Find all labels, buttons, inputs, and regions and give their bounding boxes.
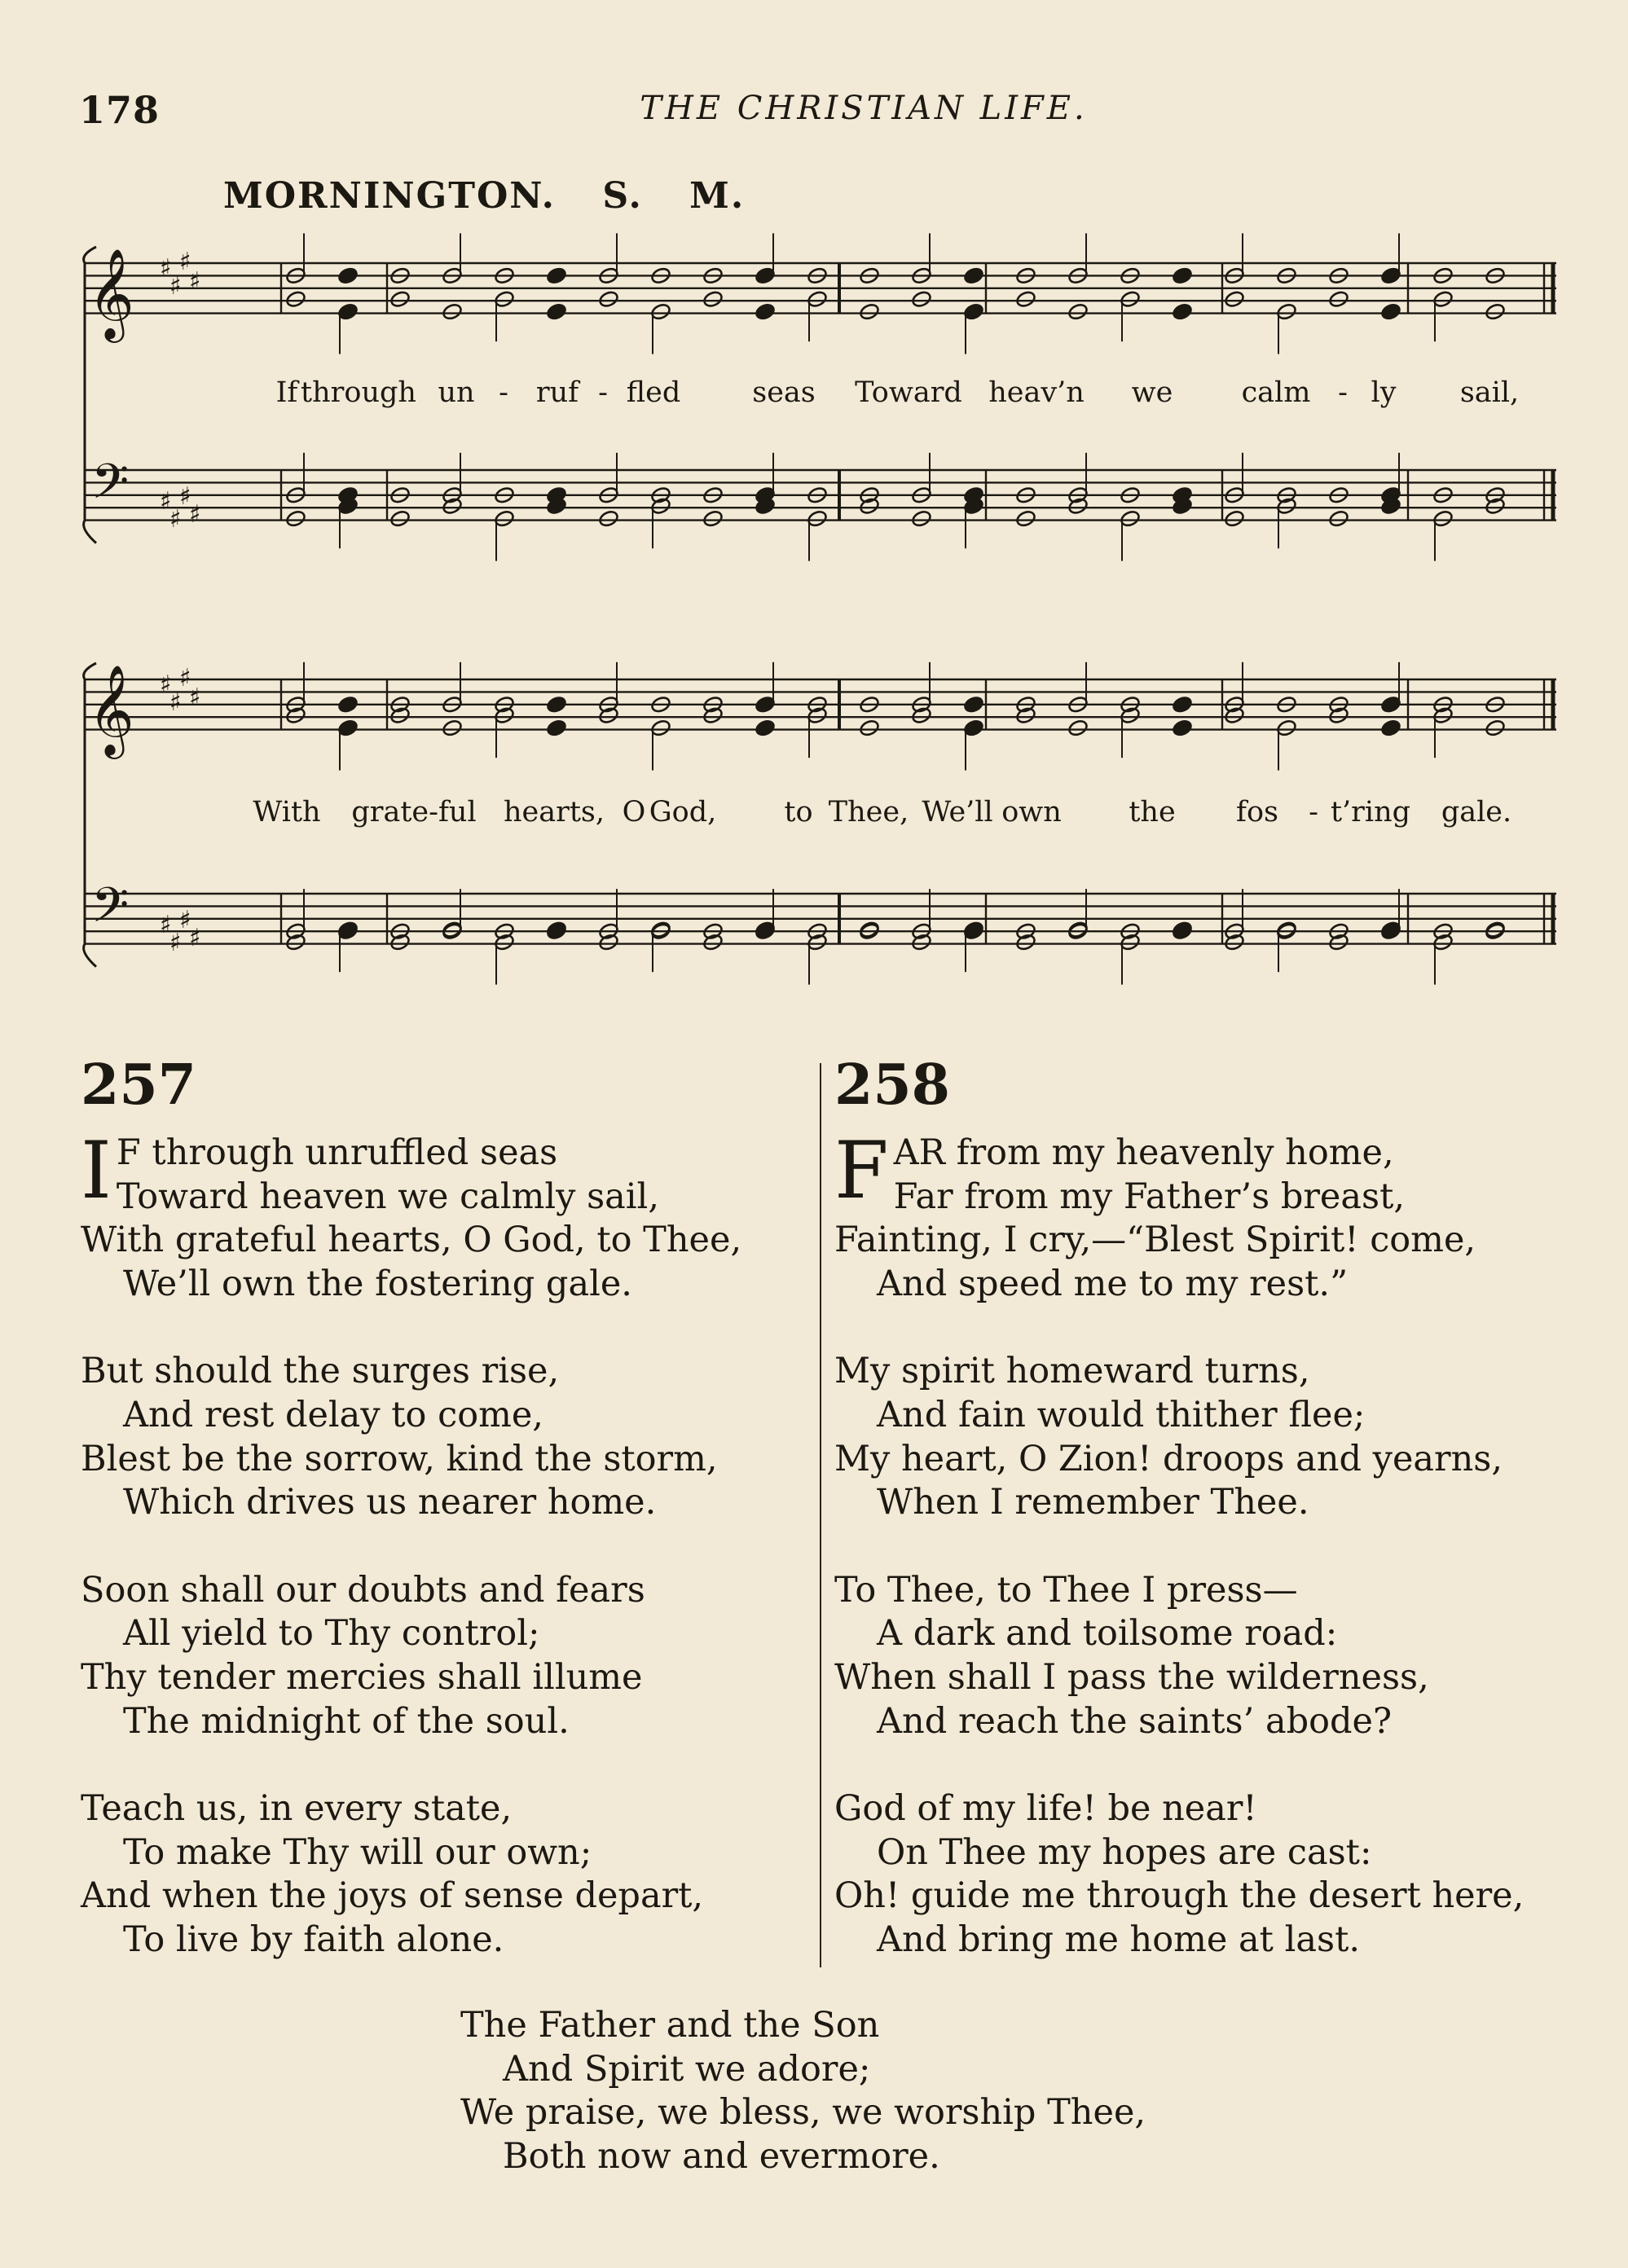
note-head — [598, 509, 619, 528]
note-head — [546, 719, 567, 737]
verse-line: A dark and toilsome road: — [877, 1613, 1338, 1655]
note-head — [1015, 509, 1036, 528]
verse-line: To live by faith alone. — [123, 1919, 504, 1960]
sharp-icon: ♯ — [189, 683, 201, 712]
lyric-syllable: own — [1001, 796, 1062, 829]
note-head — [911, 290, 932, 309]
sharp-icon: ♯ — [169, 929, 182, 957]
verse-line: And when the joys of sense depart, — [81, 1875, 704, 1917]
lyric-syllable: t’ring — [1330, 796, 1411, 829]
lyric-syllable: through — [301, 376, 416, 409]
verse-line: And bring me home at last. — [877, 1919, 1361, 1960]
verse-line: To make Thy will our own; — [123, 1831, 592, 1873]
doxology — [460, 2004, 1146, 2178]
sharp-icon: ♯ — [189, 267, 201, 296]
sharp-icon: ♯ — [179, 248, 191, 276]
lyric-syllable: hearts, — [503, 796, 605, 829]
music-score — [0, 0, 1628, 1026]
sharp-icon: ♯ — [169, 688, 182, 717]
lyric-syllable: to — [784, 796, 813, 829]
sharp-icon: ♯ — [179, 906, 191, 934]
lyric-syllable: seas — [752, 376, 816, 409]
lyric-syllable: - — [598, 376, 608, 409]
lyric-syllable: Thee, — [828, 796, 909, 829]
lyric-syllable: sail, — [1459, 376, 1520, 409]
note-head — [1172, 695, 1193, 714]
note-head — [1172, 302, 1193, 321]
column-divider — [820, 1063, 821, 1967]
bass-clef-icon: 𝄢 — [91, 453, 130, 521]
sharp-icon: ♯ — [189, 500, 201, 529]
verse-line: F through unruffled seas — [116, 1132, 558, 1173]
note-head — [1485, 719, 1506, 737]
note-head — [598, 290, 619, 309]
verse-line: Both now and evermore. — [503, 2135, 940, 2177]
verse-line: And Spirit we adore; — [503, 2048, 871, 2090]
tune-meter: S. M. — [602, 175, 746, 217]
verse-line: And speed me to my rest.” — [877, 1263, 1349, 1304]
drop-cap: I — [81, 1125, 112, 1216]
verse-line: Fainting, I cry,—“Blest Spirit! come, — [834, 1220, 1476, 1261]
verse-line: We’ll own the fostering gale. — [123, 1263, 632, 1304]
stanza — [81, 1787, 741, 1962]
sharp-icon: ♯ — [160, 487, 172, 516]
verse-line: The Father and the Son — [460, 2005, 880, 2046]
note-head — [546, 302, 567, 321]
note-head — [1224, 509, 1245, 528]
note-head — [859, 302, 880, 321]
lyric-syllable: fled — [626, 376, 681, 409]
note-head — [1328, 509, 1349, 528]
lyric-syllable: If — [275, 376, 298, 409]
verse-line: We praise, we bless, we worship Thee, — [460, 2092, 1146, 2134]
lyric-syllable: grate-ful — [351, 796, 477, 829]
verse-line: And rest delay to come, — [123, 1394, 543, 1435]
hymn-number-258: 258 — [834, 1053, 950, 1118]
stanza — [834, 1787, 1524, 1962]
verse-line: Far from my Father’s breast, — [893, 1176, 1406, 1217]
note-head — [859, 719, 880, 737]
note-head — [1224, 290, 1245, 309]
stanza — [81, 1350, 741, 1524]
note-head — [1380, 719, 1401, 737]
note-head — [1067, 302, 1089, 321]
lyric-syllable: the — [1129, 796, 1176, 829]
lyric-syllable: - — [1309, 796, 1318, 829]
note-head — [1172, 266, 1193, 285]
note-head — [963, 266, 984, 285]
verse-line: God of my life! be near! — [834, 1788, 1257, 1830]
running-title: THE CHRISTIAN LIFE. — [640, 90, 1088, 127]
lyric-syllable: With — [253, 796, 321, 829]
verse-line: Which drives us nearer home. — [123, 1482, 657, 1523]
verse-line: When I remember Thee. — [877, 1482, 1309, 1523]
lyric-syllable: ly — [1371, 376, 1397, 409]
lyric-syllable: gale. — [1441, 796, 1512, 829]
lyric-syllable: O — [622, 796, 646, 829]
note-head — [546, 266, 567, 285]
note-head — [755, 719, 776, 737]
verse-line: Thy tender mercies shall illume — [81, 1656, 643, 1698]
sharp-icon: ♯ — [169, 272, 182, 301]
verse-line: When shall I pass the wilderness, — [834, 1656, 1429, 1698]
verse-line: Blest be the sorrow, kind the storm, — [81, 1438, 718, 1479]
stanza — [81, 1569, 741, 1743]
verse-line: All yield to Thy control; — [123, 1613, 540, 1655]
sharp-icon: ♯ — [189, 924, 201, 952]
note-head — [963, 695, 984, 714]
bass-clef-icon: 𝄢 — [91, 877, 130, 945]
verse-line: Teach us, in every state, — [81, 1788, 513, 1830]
lyric-syllable: fos — [1236, 796, 1278, 829]
verse-line: The midnight of the soul. — [123, 1700, 570, 1742]
stanza — [834, 1125, 1524, 1306]
verse-line: My heart, O Zion! droops and yearns, — [834, 1438, 1503, 1479]
hymn-257-text — [81, 1125, 742, 2006]
sharp-icon: ♯ — [179, 482, 191, 511]
note-head — [389, 290, 411, 309]
lyric-syllable: - — [1338, 376, 1348, 409]
note-head — [442, 302, 463, 321]
note-head — [1067, 719, 1089, 737]
stanza — [81, 1125, 742, 1306]
verse-line: But should the surges rise, — [81, 1351, 560, 1392]
sharp-icon: ♯ — [160, 911, 172, 939]
note-head — [1380, 302, 1401, 321]
lyric-syllable: God, — [649, 796, 717, 829]
lyric-syllable: calm — [1241, 376, 1311, 409]
verse-line: AR from my heavenly home, — [893, 1132, 1394, 1173]
note-head — [755, 302, 776, 321]
page-number: 178 — [79, 88, 161, 132]
hymn-258-text — [834, 1125, 1525, 2006]
lyric-syllable: ruf — [535, 376, 579, 409]
note-head — [1172, 719, 1193, 737]
note-head — [702, 290, 724, 309]
note-head — [285, 509, 306, 528]
lyric-syllable: heav’n — [988, 376, 1085, 409]
verse-line: To Thee, to Thee I press— — [834, 1569, 1298, 1611]
drop-cap: F — [834, 1125, 889, 1216]
note-head — [1328, 290, 1349, 309]
lyric-syllable: Toward — [855, 376, 962, 409]
verse-line: Soon shall our doubts and fears — [81, 1569, 645, 1611]
sharp-icon: ♯ — [179, 664, 191, 692]
verse-line: And fain would thither flee; — [877, 1394, 1366, 1435]
verse-line: On Thee my hopes are cast: — [877, 1831, 1372, 1873]
verse-line: And reach the saints’ abode? — [877, 1700, 1393, 1742]
verse-line: Oh! guide me through the desert here, — [834, 1875, 1525, 1917]
sharp-icon: ♯ — [160, 254, 172, 283]
note-head — [285, 290, 306, 309]
note-head — [337, 695, 359, 714]
note-head — [546, 695, 567, 714]
stanza — [834, 1350, 1524, 1524]
treble-clef-icon: 𝄞 — [88, 664, 134, 755]
verse-line: Toward heaven we calmly sail, — [116, 1176, 659, 1217]
note-head — [337, 266, 359, 285]
stanza — [834, 1569, 1524, 1743]
verse-line: With grateful hearts, O God, to Thee, — [81, 1220, 742, 1261]
sharp-icon: ♯ — [160, 670, 172, 699]
note-head — [442, 719, 463, 737]
tune-name: MORNINGTON. — [223, 175, 556, 217]
hymn-number-257: 257 — [81, 1053, 196, 1118]
sharp-icon: ♯ — [169, 505, 182, 534]
lyric-syllable: un — [438, 376, 475, 409]
lyric-syllable: we — [1131, 376, 1173, 409]
note-head — [911, 509, 932, 528]
note-head — [389, 509, 411, 528]
note-head — [1015, 290, 1036, 309]
lyric-syllable: - — [499, 376, 508, 409]
note-head — [1485, 302, 1506, 321]
lyric-syllable: We’ll — [922, 796, 993, 829]
note-head — [702, 509, 724, 528]
verse-line: My spirit homeward turns, — [834, 1351, 1310, 1392]
treble-clef-icon: 𝄞 — [88, 248, 134, 339]
